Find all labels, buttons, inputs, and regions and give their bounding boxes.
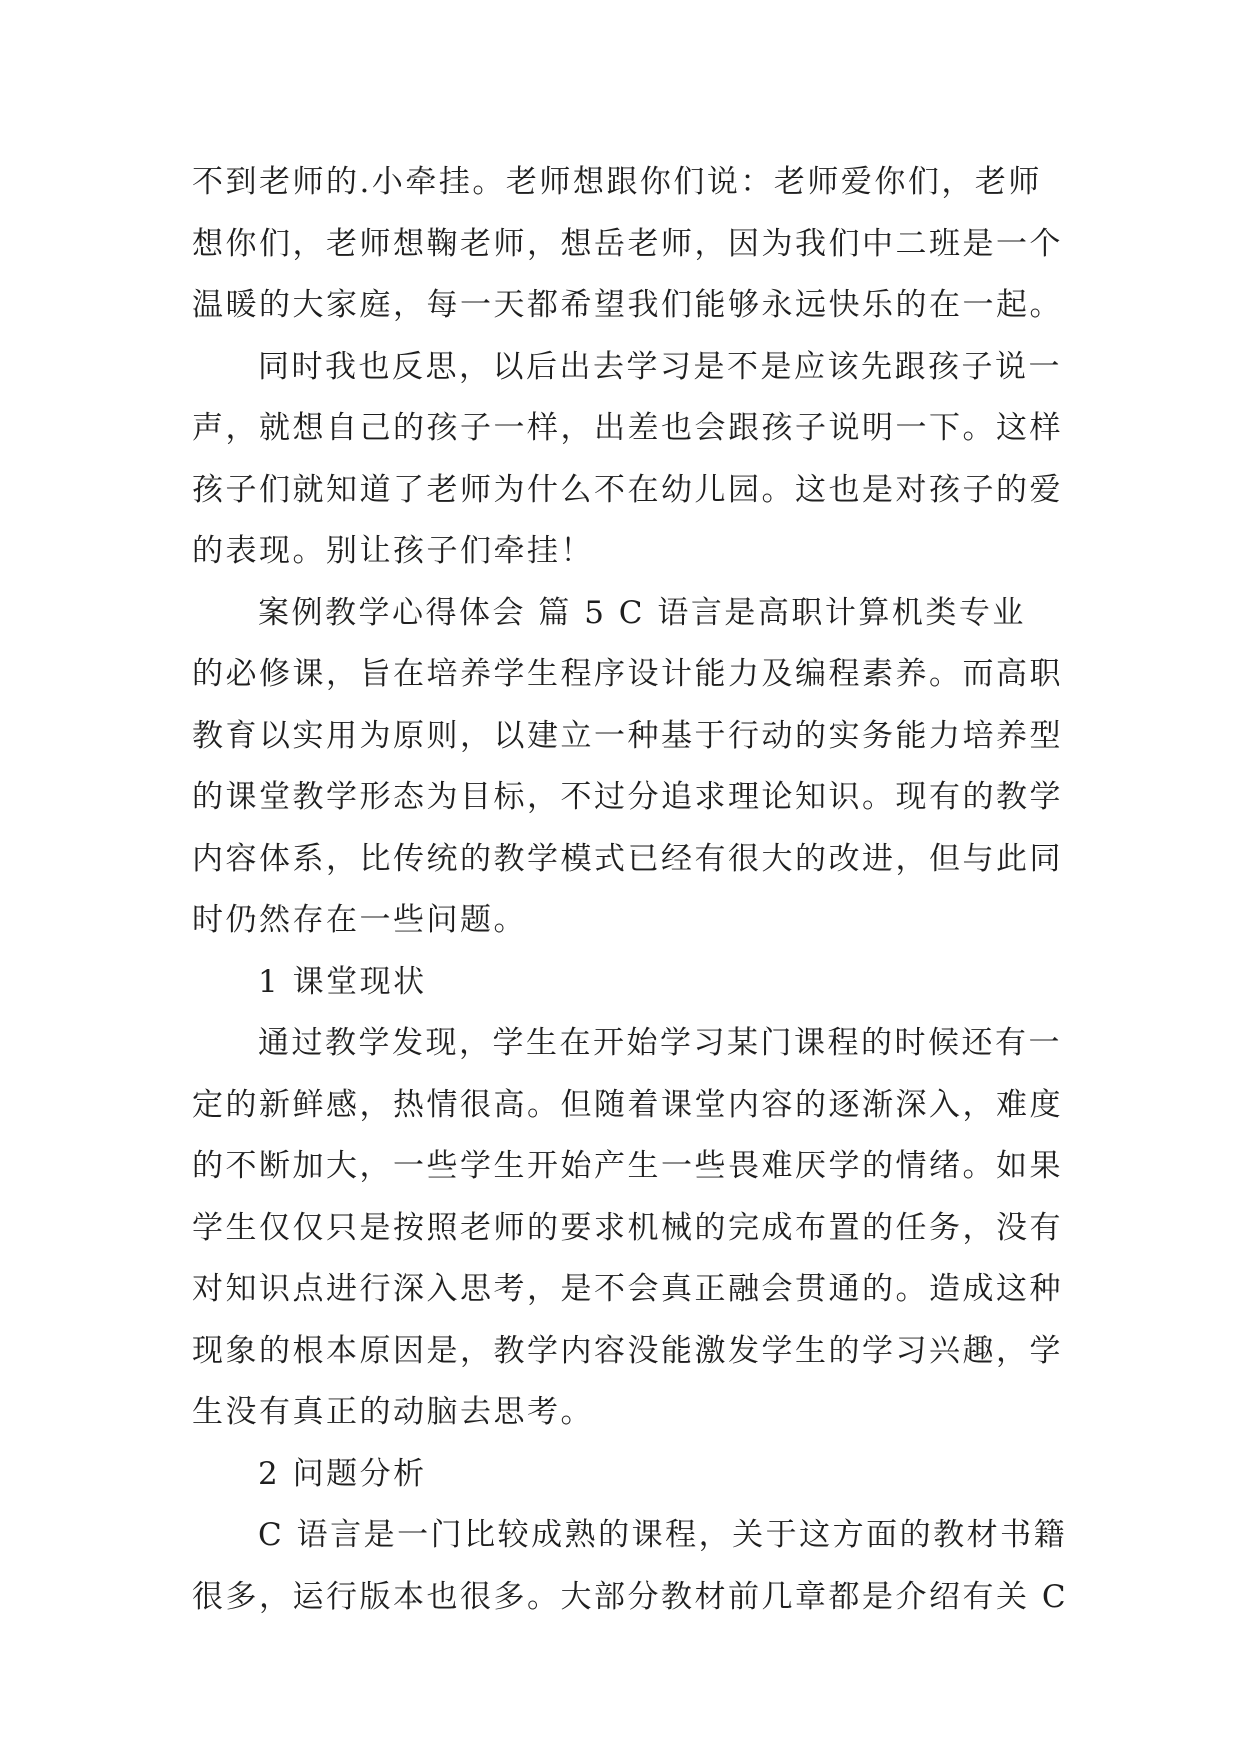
text-line: 对知识点进行深入思考，是不会真正融会贯通的。造成这种 bbox=[192, 1271, 1063, 1307]
text-line: 的课堂教学形态为目标，不过分追求理论知识。现有的教学 bbox=[192, 779, 1063, 815]
text-line: 的不断加大，一些学生开始产生一些畏难厌学的情绪。如果 bbox=[192, 1148, 1063, 1184]
section-heading: 1 课堂现状 bbox=[258, 963, 427, 1000]
text-line: 同时我也反思，以后出去学习是不是应该先跟孩子说一 bbox=[258, 348, 1062, 385]
text-line: 温暖的大家庭，每一天都希望我们能够永远快乐的在一起。 bbox=[192, 287, 1063, 323]
text-line: 的表现。别让孩子们牵挂！ bbox=[192, 533, 594, 569]
text-line: 孩子们就知道了老师为什么不在幼儿园。这也是对孩子的爱 bbox=[192, 471, 1063, 508]
text-line: 教育以实用为原则，以建立一种基于行动的实务能力培养型 bbox=[192, 717, 1063, 754]
text-line: 很多，运行版本也很多。大部分教材前几章都是介绍有关 C bbox=[192, 1578, 1069, 1615]
text-line: 定的新鲜感，热情很高。但随着课堂内容的逐渐深入，难度 bbox=[192, 1086, 1063, 1123]
text-line: 的必修课，旨在培养学生程序设计能力及编程素养。而高职 bbox=[192, 656, 1063, 692]
text-line: 声，就想自己的孩子一样，出差也会跟孩子说明一下。这样 bbox=[192, 410, 1063, 446]
text-line: 内容体系，比传统的教学模式已经有很大的改进，但与此同 bbox=[192, 840, 1063, 877]
text-line: C 语言是一门比较成熟的课程，关于这方面的教材书籍 bbox=[258, 1517, 1068, 1553]
text-line: 想你们，老师想鞠老师，想岳老师，因为我们中二班是一个 bbox=[192, 225, 1063, 262]
body-text bbox=[192, 152, 1069, 1628]
text-line: 学生仅仅只是按照老师的要求机械的完成布置的任务，没有 bbox=[192, 1209, 1063, 1246]
text-line: 现象的根本原因是，教学内容没能激发学生的学习兴趣，学 bbox=[192, 1332, 1063, 1369]
text-line: 不到老师的.小牵挂。老师想跟你们说：老师爱你们，老师 bbox=[192, 164, 1042, 200]
text-line: 生没有真正的动脑去思考。 bbox=[192, 1394, 594, 1430]
text-line: 通过教学发现，学生在开始学习某门课程的时候还有一 bbox=[258, 1025, 1062, 1061]
text-line: 案例教学心得体会 篇 5 C 语言是高职计算机类专业 bbox=[258, 594, 1026, 631]
text-line: 时仍然存在一些问题。 bbox=[192, 902, 527, 938]
section-heading: 2 问题分析 bbox=[258, 1455, 427, 1492]
